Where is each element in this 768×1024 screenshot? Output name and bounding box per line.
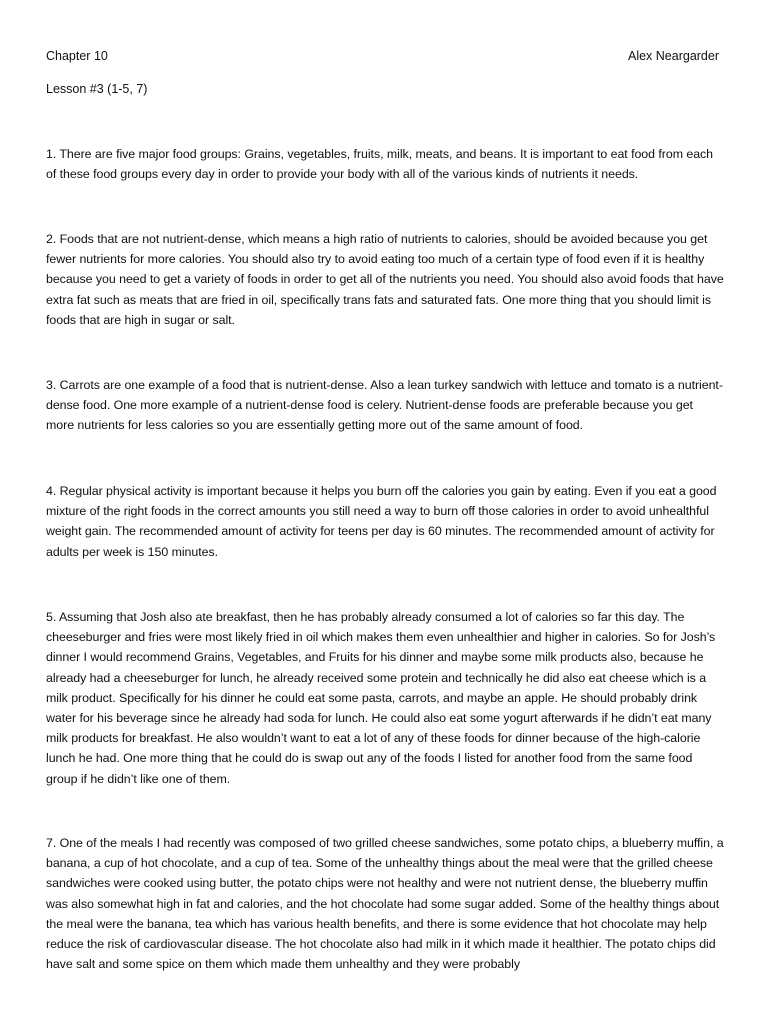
document-header — [46, 47, 719, 65]
answer-1: 1. There are five major food groups: Grains, vegetables, fruits, milk, meats, and beans. It is important to eat food from each of these food groups every day in order to provide your body with all of the various kinds of nutrients it needs. — [46, 147, 714, 182]
answer-3: 3. Carrots are one example of a food that is nutrient-dense. Also a lean turkey sandwich with lettuce and tomato is a nutrient-dense food. One more example of a nutrient-dense food is celery. Nutrient-dense foods are preferable because you get more nutrients for less calories so you are essentially getting more out of the same amount of food. — [46, 378, 723, 433]
answer-5: 5. Assuming that Josh also ate breakfast, then he has probably already consumed a lot of calories so far this day. The cheeseburger and fries were most likely fried in oil which makes them even unhealthier and higher in calories. So for Josh’s dinner I would recommend Grains, Vegetables, and Fruits for his dinner and maybe some milk products also, because he already had a cheeseburger for lunch, he already received some protein and technically he did also eat cheese which is a milk product. Specifically for his dinner he could eat some pasta, carrots, and maybe an apple. He should probably drink water for his beverage since he already had soda for lunch. He could also eat some yogurt afterwards if he didn’t eat many milk products for breakfast. He also wouldn’t want to eat a lot of any of these foods for dinner because of the high-calorie lunch he had. One more thing that he could do is swap out any of the foods I listed for another food from the same food group if he didn’t like one of them. — [46, 610, 716, 786]
answer-7: 7. One of the meals I had recently was composed of two grilled cheese sandwiches, some potato chips, a blueberry muffin, a banana, a cup of hot chocolate, and a cup of tea. Some of the unhealthy things about the meal were that the grilled cheese sandwiches were cooked using butter, the potato chips were not healthy and were not nutrient dense, the blueberry muffin was also somewhat high in fat and calories, and the hot chocolate had some sugar added. Some of the healthy things about the meal were the banana, tea which has various health benefits, and there is some evidence that hot chocolate may help reduce the risk of cardiovascular disease. The hot chocolate also had milk in it which made it healthier. The potato chips did have salt and some spice on them which made them unhealthy and they were probably — [46, 836, 724, 972]
answer-4: 4. Regular physical activity is important because it helps you burn off the calories you gain by eating. Even if you eat a good mixture of the right foods in the correct amounts you still need a way to burn off those calories in order to avoid unhealthful weight gain. The recommended amount of activity for teens per day is 60 minutes. The recommended amount of activity for adults per week is 150 minutes. — [46, 484, 717, 559]
answer-2: 2. Foods that are not nutrient-dense, which means a high ratio of nutrients to calories, should be avoided because you get fewer nutrients for more calories. You should also try to avoid eating too much of a certain type of food even if it is healthy because you need to get a variety of foods in order to get all of the nutrients you need. You should also avoid foods that have extra fat such as meats that are fried in oil, specifically trans fats and saturated fats. One more thing that you should limit is foods that are high in sugar or salt. — [46, 232, 724, 327]
lesson-title: Lesson #3 (1-5, 7) — [46, 82, 148, 96]
author-name: Alex Neargarder — [627, 49, 719, 63]
chapter-title: Chapter 10 — [46, 49, 108, 63]
